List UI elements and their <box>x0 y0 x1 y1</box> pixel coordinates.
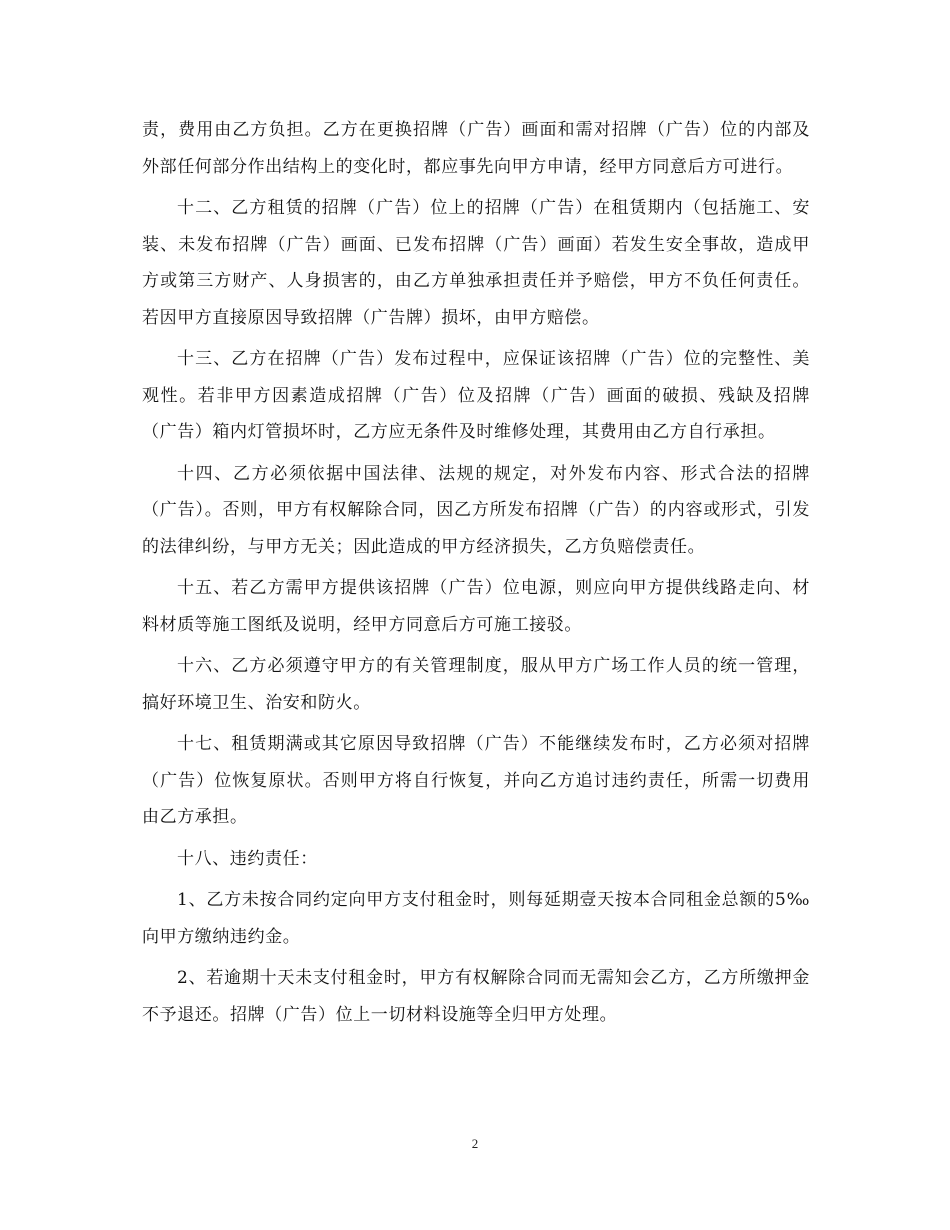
paragraph-clause-17: 十七、租赁期满或其它原因导致招牌（广告）不能继续发布时，乙方必须对招牌（广告）位恢复原状。否则甲方将自行恢复，并向乙方追讨违约责任，所需一切费用由乙方承担。 <box>142 734 810 827</box>
paragraph-clause-13: 十三、乙方在招牌（广告）发布过程中，应保证该招牌（广告）位的完整性、美观性。若非甲方因素造成招牌（广告）位及招牌（广告）画面的破损、残缺及招牌（广告）箱内灯管损坏时，乙方应无条件及时维修处理，其费用由乙方自行承担。 <box>142 349 810 442</box>
page-number: 2 <box>471 1136 479 1151</box>
paragraph-clause-18-1: 1、乙方未按合同约定向甲方支付租金时，则每延期壹天按本合同租金总额的5‰向甲方缴纳违约金。 <box>142 890 810 947</box>
paragraph-continuation: 责，费用由乙方负担。乙方在更换招牌（广告）画面和需对招牌（广告）位的内部及外部任何部分作出结构上的变化时，都应事先向甲方申请，经甲方同意后方可进行。 <box>142 120 810 177</box>
document-body <box>142 112 810 1038</box>
paragraph-clause-18: 十八、违约责任： <box>177 848 318 869</box>
paragraph-clause-14: 十四、乙方必须依据中国法律、法规的规定，对外发布内容、形式合法的招牌（广告）。否则，甲方有权解除合同，因乙方所发布招牌（广告）的内容或形式，引发的法律纠纷，与甲方无关；因此造成的甲方经济损失，乙方负赔偿责任。 <box>142 463 810 557</box>
paragraph-clause-16: 十六、乙方必须遵守甲方的有关管理制度，服从甲方广场工作人员的统一管理，搞好环境卫生、治安和防火。 <box>142 656 810 713</box>
paragraph-clause-12: 十二、乙方租赁的招牌（广告）位上的招牌（广告）在租赁期内（包括施工、安装、未发布招牌（广告）画面、已发布招牌（广告）画面）若发生安全事故，造成甲方或第三方财产、人身损害的，由乙方单独承担责任并予赔偿，甲方不负任何责任。若因甲方直接原因导致招牌（广告牌）损坏，由甲方赔偿。 <box>142 198 810 328</box>
paragraph-clause-15: 十五、若乙方需甲方提供该招牌（广告）位电源，则应向甲方提供线路走向、材料材质等施工图纸及说明，经甲方同意后方可施工接驳。 <box>142 578 810 635</box>
paragraph-clause-18-2: 2、若逾期十天未支付租金时，甲方有权解除合同而无需知会乙方，乙方所缴押金不予退还。招牌（广告）位上一切材料设施等全归甲方处理。 <box>142 968 810 1025</box>
